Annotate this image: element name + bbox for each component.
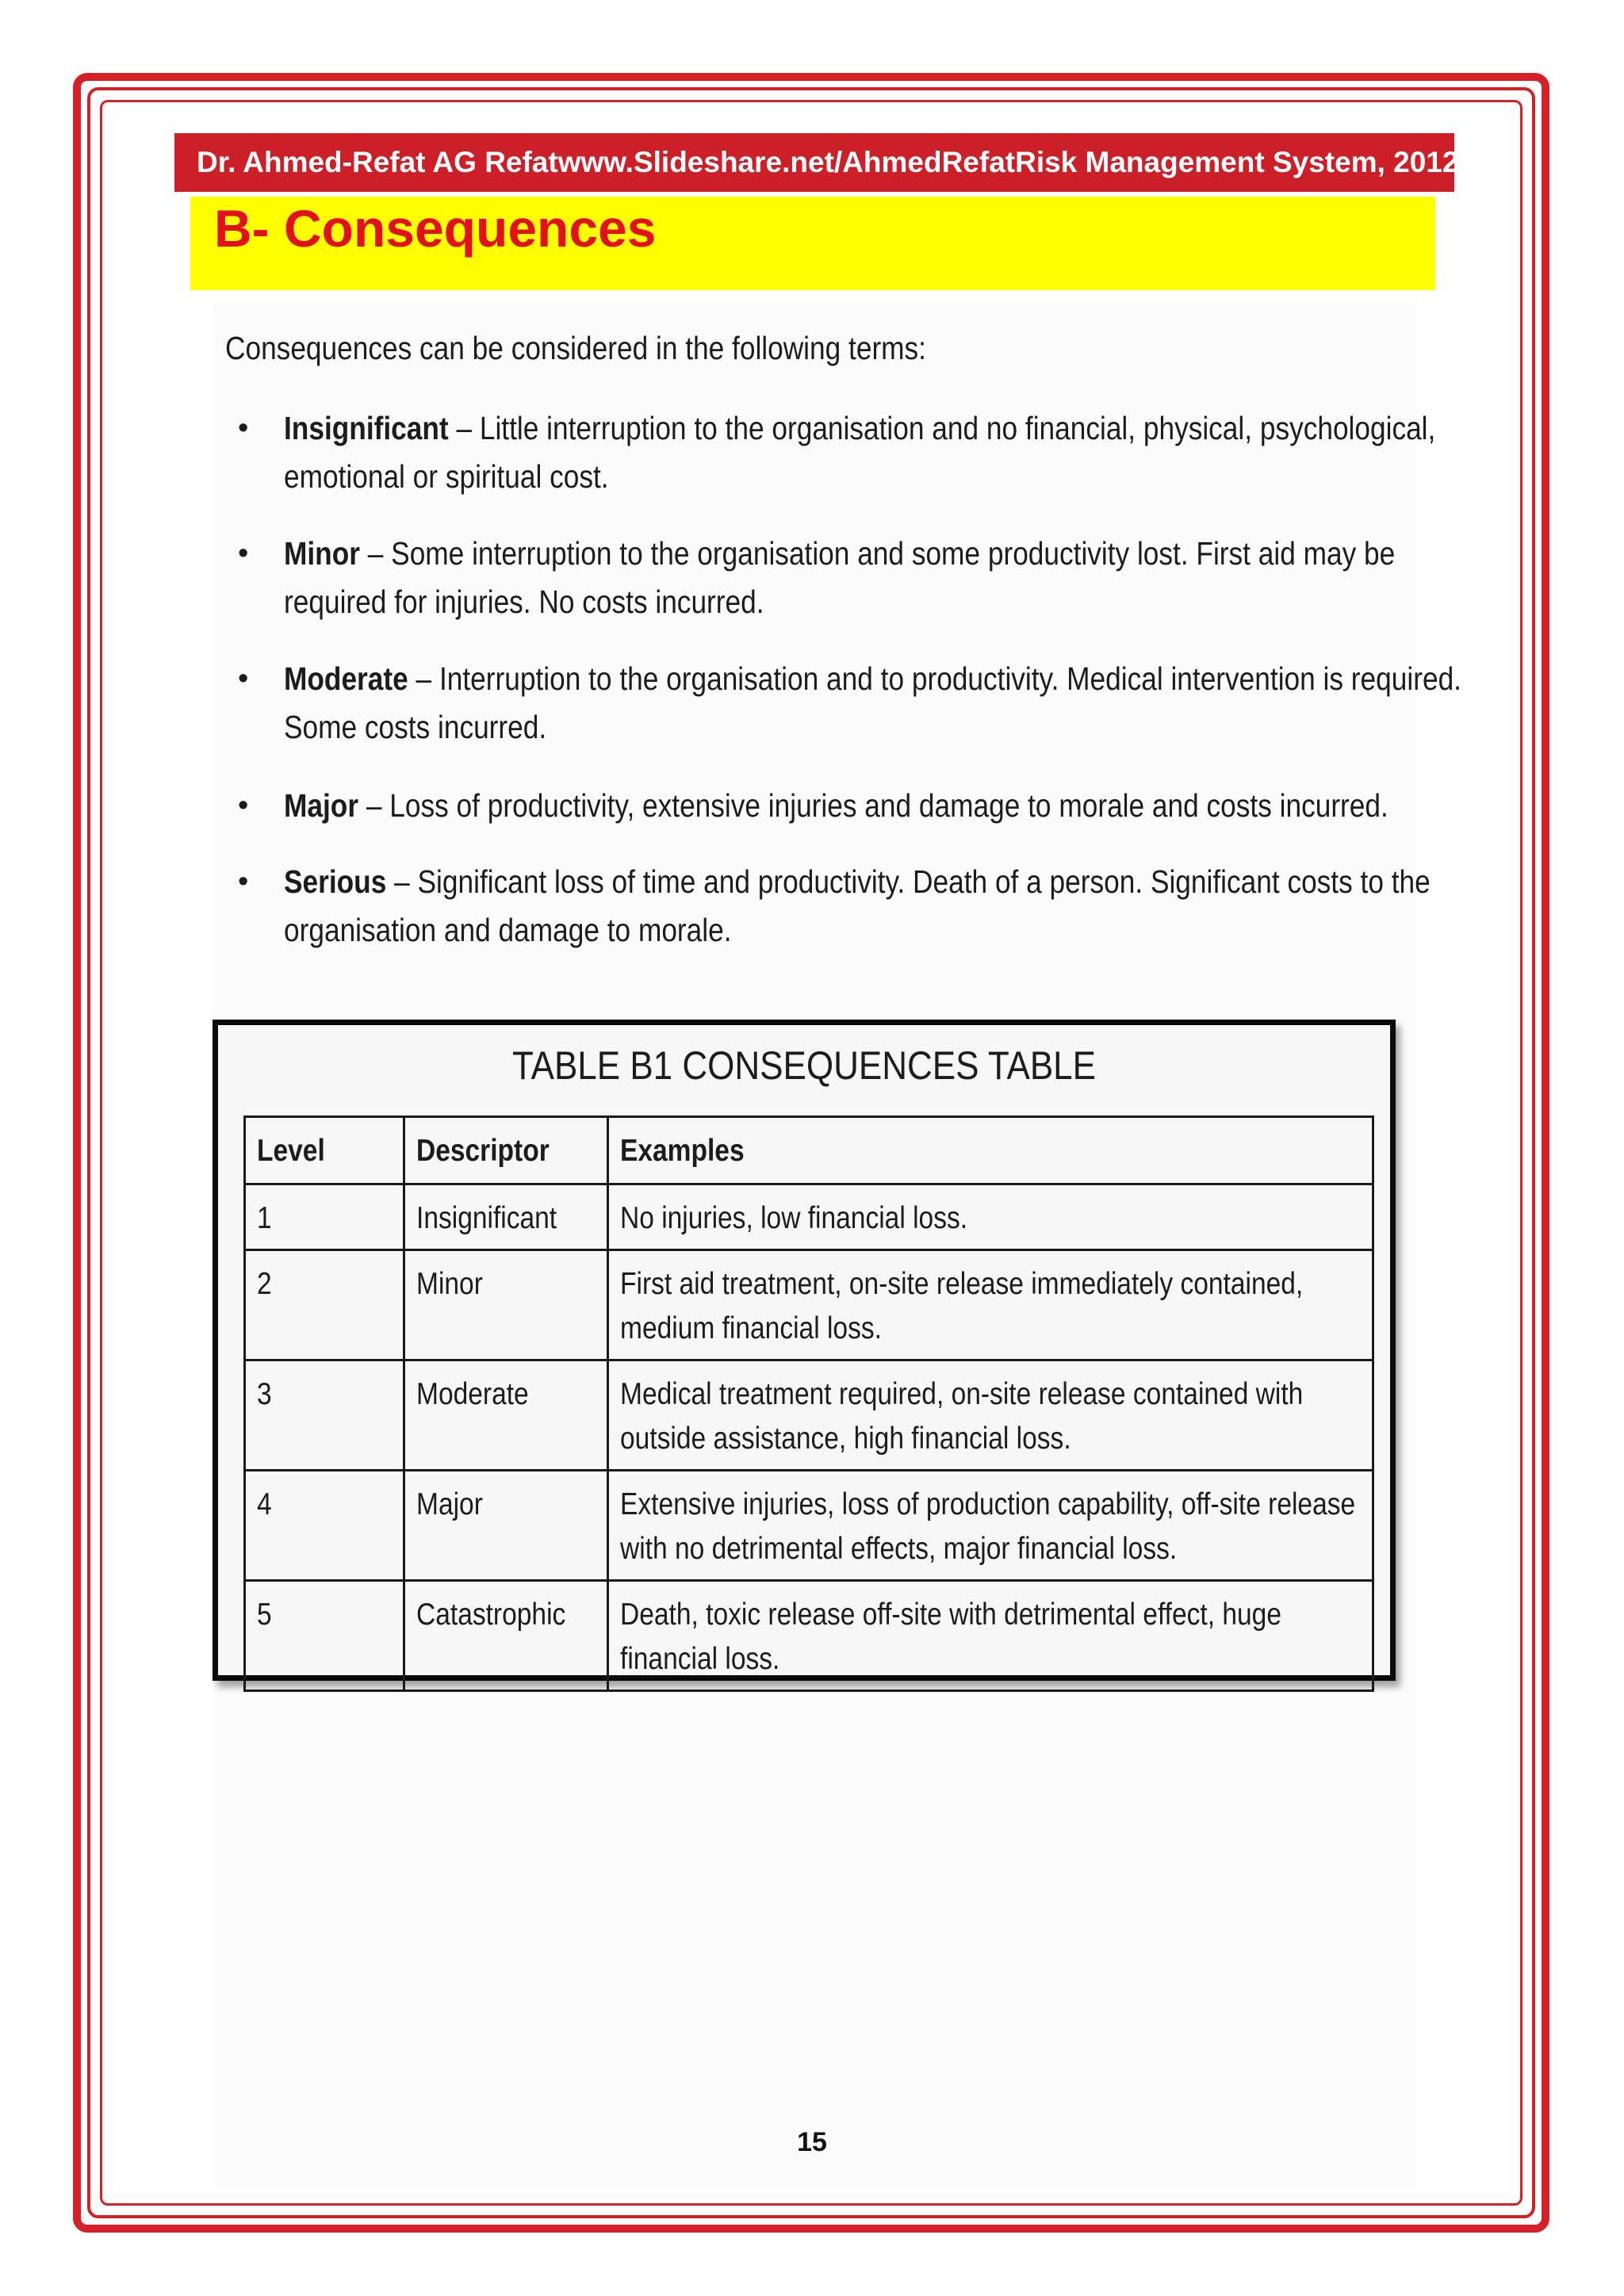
table-row: [245, 1250, 1373, 1360]
consequences-table-figure: [213, 1020, 1396, 1681]
bullet-icon: •: [238, 865, 249, 898]
bullet-icon: •: [238, 411, 249, 445]
column-header-examples: Examples: [608, 1117, 1373, 1184]
term: Serious: [284, 863, 387, 900]
term-description: – Some interruption to the organisation and some productivity lost. First aid may be required for injuries. No costs incurred.: [284, 535, 1396, 620]
consequences-table: [243, 1115, 1374, 1692]
table-caption: TABLE B1 CONSEQUENCES TABLE: [511, 1043, 1097, 1088]
running-header: [174, 133, 1459, 192]
bullet-icon: •: [238, 789, 249, 822]
table-row: [245, 1184, 1373, 1250]
table-row: [245, 1360, 1373, 1471]
term-description: – Little interruption to the organisation and no financial, physical, psychological, emotional or spiritual cost.: [284, 410, 1436, 495]
cell-descriptor: Major: [404, 1471, 608, 1581]
cell-level: 1: [245, 1184, 404, 1250]
term-description: – Loss of productivity, extensive injuries and damage to morale and costs incurred.: [358, 787, 1388, 824]
bullet-icon: •: [238, 537, 249, 570]
term-description: – Significant loss of time and productivity. Death of a person. Significant costs to the organisation and damage to morale.: [284, 863, 1431, 948]
cell-examples: No injuries, low financial loss.: [608, 1184, 1373, 1250]
column-header-level: Level: [245, 1117, 404, 1184]
page-number: 15: [797, 2127, 827, 2157]
cell-level: 2: [245, 1250, 404, 1360]
term-description: – Interruption to the organisation and to productivity. Medical intervention is required. Some costs incurred.: [284, 660, 1461, 745]
cell-descriptor: Moderate: [404, 1360, 608, 1471]
bullet-icon: •: [238, 662, 249, 695]
column-header-descriptor: Descriptor: [404, 1117, 608, 1184]
cell-examples: Death, toxic release off-site with detrimental effect, huge financial loss.: [608, 1581, 1373, 1691]
cell-level: 3: [245, 1360, 404, 1471]
cell-examples: Extensive injuries, loss of production capability, off-site release with no detrimental effects, major financial loss.: [608, 1471, 1373, 1581]
cell-examples: Medical treatment required, on-site release contained with outside assistance, high financial loss.: [608, 1360, 1373, 1471]
table-row: [245, 1471, 1373, 1581]
cell-examples: First aid treatment, on-site release immediately contained, medium financial loss.: [608, 1250, 1373, 1360]
term: Major: [284, 787, 359, 824]
cell-descriptor: Minor: [404, 1250, 608, 1360]
cell-level: 5: [245, 1581, 404, 1691]
term: Moderate: [284, 660, 408, 697]
table-row: [245, 1581, 1373, 1691]
intro-paragraph: Consequences can be considered in the following terms:: [225, 330, 926, 366]
term: Minor: [284, 535, 360, 572]
cell-level: 4: [245, 1471, 404, 1581]
cell-descriptor: Insignificant: [404, 1184, 608, 1250]
header-title: Risk Management System, 2012: [1015, 146, 1459, 178]
cell-descriptor: Catastrophic: [404, 1581, 608, 1691]
header-author: Dr. Ahmed-Refat AG Refat: [197, 146, 558, 178]
table-header-row: [245, 1117, 1373, 1184]
header-url: www.Slideshare.net/AhmedRefat: [557, 146, 1016, 178]
section-heading-band: [190, 197, 1435, 290]
term: Insignificant: [284, 410, 449, 446]
section-title: B- Consequences: [214, 199, 657, 258]
